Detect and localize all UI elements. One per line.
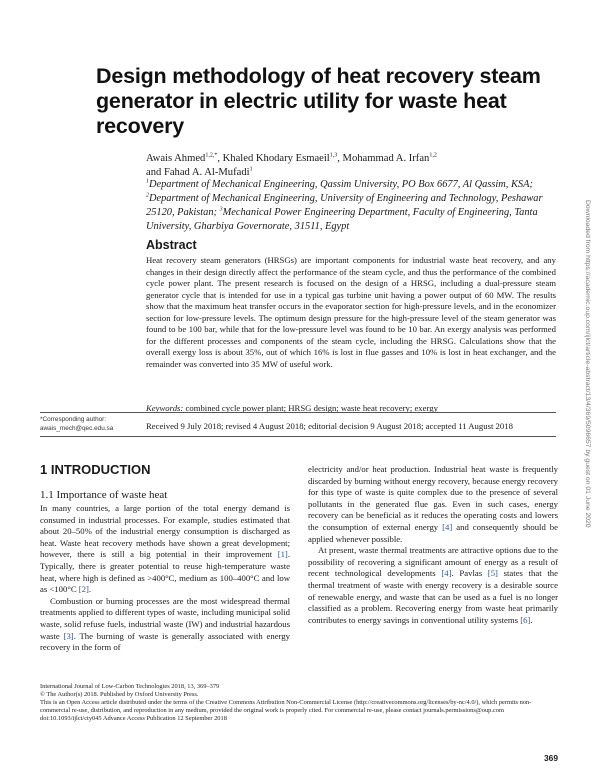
abstract-heading: Abstract bbox=[146, 238, 197, 252]
affiliation-marker: 1 bbox=[146, 178, 149, 185]
paragraph: At present, waste thermal treatments are attractive options due to the possibility of recovering a significant amount of energy as a result of recent technological developments [4]. Pavlas [5] states that the thermal treatment of waste with energy recovery is a desirable source of renewable energy, and waste that can be used as a fuel is no longer classified as a problem. Recovering energy from waste heat primarily contributes to energy savings in conventional utility systems [6]. bbox=[308, 545, 558, 625]
divider bbox=[40, 412, 556, 413]
author-name[interactable]: Fahad A. Al-Mufadi bbox=[163, 167, 250, 178]
page-footer bbox=[40, 683, 560, 723]
citation-link[interactable]: [2] bbox=[78, 584, 89, 595]
download-watermark-text: Downloaded from https://academic.oup.com/ijlct/article-abstract/13/4/369/5096657 by guest on 01 June 2020 bbox=[584, 200, 591, 528]
article-title: Design methodology of heat recovery steam generator in electric utility for waste heat recovery bbox=[96, 64, 541, 138]
journal-citation: International Journal of Low-Carbon Technologies 2018, 13, 369–379 bbox=[40, 683, 220, 690]
citation-link[interactable]: [4] bbox=[442, 521, 453, 532]
section-heading: 1 INTRODUCTION bbox=[40, 462, 151, 477]
download-watermark bbox=[582, 200, 594, 580]
author-joiner: and bbox=[146, 167, 162, 178]
affiliation-marker: 2 bbox=[146, 192, 149, 199]
paragraph: Combustion or burning processes are the most widespread thermal treatments applied to different types of waste, including municipal solid waste, solid refuse fuels, industrial waste (IW) and industrial hazardous waste [3]. The burning of waste is generally associated with energy recovery in the form of bbox=[40, 595, 290, 653]
author-name[interactable]: Awais Ahmed bbox=[146, 153, 206, 164]
corresponding-author bbox=[40, 415, 140, 433]
divider bbox=[40, 436, 556, 437]
author-affil-marker: 1,2 bbox=[429, 152, 437, 159]
citation-link[interactable]: [1] bbox=[277, 549, 288, 560]
citation-link[interactable]: [4] bbox=[441, 568, 452, 579]
body-column-right bbox=[308, 464, 558, 626]
author-affil-marker: 1,2,* bbox=[205, 152, 218, 159]
paragraph: electricity and/or heat production. Industrial heat waste is frequently discarded by burning without energy recovery, because energy recovery for this type of waste is quite complex due to the presence of several pollutants in the generated flue gas. Even in such cases, energy recovery can be beneficial as it reduces the operating costs and lowers the consumption of external energy [4] and consequently should be applied whenever possible. bbox=[308, 464, 558, 544]
author-list: Awais Ahmed$^{1,2,*}$, Khaled Khodary Esmaeil$^{1,3}$, Mohammad A. Irfan$^{1,2}$ and Fahad A. Al-Mufadi$^1$ bbox=[146, 152, 437, 178]
keywords-label: Keywords: bbox=[146, 403, 184, 413]
citation-link[interactable]: [5] bbox=[487, 568, 498, 579]
citation-link[interactable]: [3] bbox=[63, 630, 74, 641]
received-dates: Received 9 July 2018; revised 4 August 2018; editorial decision 9 August 2018; accepted 11 August 2018 bbox=[146, 421, 513, 431]
affiliations bbox=[146, 178, 566, 234]
author-name[interactable]: Khaled Khodary Esmaeil bbox=[222, 153, 330, 164]
corresponding-label: *Corresponding author: bbox=[40, 416, 107, 423]
doi-line[interactable]: doi:10.1093/ijlct/cty045 Advance Access Publication 12 September 2018 bbox=[40, 715, 227, 722]
author-name[interactable]: Mohammad A. Irfan bbox=[342, 153, 430, 164]
page-number: 369 bbox=[544, 753, 558, 763]
subsection-heading: 1.1 Importance of waste heat bbox=[40, 489, 168, 501]
affiliation: Department of Mechanical Engineering, Qassim University, PO Box 6677, Al Qassim, KSA; bbox=[149, 179, 533, 190]
body-column-left bbox=[40, 503, 290, 654]
affiliation: Mechanical Power Engineering Department, Faculty of Engineering, Tanta University, Gharbiya Governorate, 31511, Egypt bbox=[146, 207, 538, 232]
abstract-text: Heat recovery steam generators (HRSGs) are important components for industrial waste heat recovery, and any changes in their design directly affect the performance of the steam cycle, and thus the performance of the combined cycle power plant. The present research is focused on the design of a HRSG, including a dual-pressure steam generator cycle that is intended for use in a typical gas turbine unit having a power output of 60 MW. The results show that the maximum heat transfer occurs in the evaporator section for high-pressure levels, and in the economizer section for low-pressure levels. The optimum design pressure for the high-pressure level of the steam generator was found to be 100 bar, while that for the low-pressure level was found to be 10 bar. An exergy analysis was performed for the different processes and components of the steam cycle, including the HRSG. Calculations show that the overall exergy loss is about 35%, out of which 16% is lost in flue gasses and 10% is lost in heat exchanger, and the remainder was converted into 35 MW of useful work. bbox=[146, 255, 556, 369]
copyright: © The Author(s) 2018. Published by Oxford University Press. bbox=[40, 691, 199, 698]
paragraph: In many countries, a large portion of the total energy demand is consumed in industrial processes. For example, studies estimated that about 20–50% of the industrial energy consumption is discharged as heat. Waste heat recovery methods have shown a great development; however, there is still a big potential in their improvement [1]. Typically, there is greater potential to reuse high-temperature waste heat, where high is defined as >400°C, medium as 100–400°C and low as <100°C [2]. bbox=[40, 503, 290, 595]
author-affil-marker: 1 bbox=[249, 166, 253, 173]
affiliation-marker: 3 bbox=[219, 206, 223, 213]
corresponding-email[interactable]: awais_mech@qec.edu.sa bbox=[40, 425, 114, 432]
keywords-text: combined cycle power plant; HRSG design; waste heat recovery; exergy bbox=[185, 403, 438, 413]
affiliation: Department of Mechanical Engineering, University of Engineering and Technology, Peshawar 25120, Pakistan; bbox=[146, 193, 543, 218]
citation-link[interactable]: [6] bbox=[520, 614, 531, 625]
license-text: This is an Open Access article distributed under the terms of the Creative Commons Attribution Non-Commercial License (http://creativecommons.org/licenses/by-nc/4.0/), which permits non-commercial re-use, distribution, and reproduction in any medium, provided the original work is properly cited. For commercial re-use, please contact journals.permissions@oup.com bbox=[40, 699, 532, 714]
author-affil-marker: 1,3 bbox=[329, 152, 338, 159]
